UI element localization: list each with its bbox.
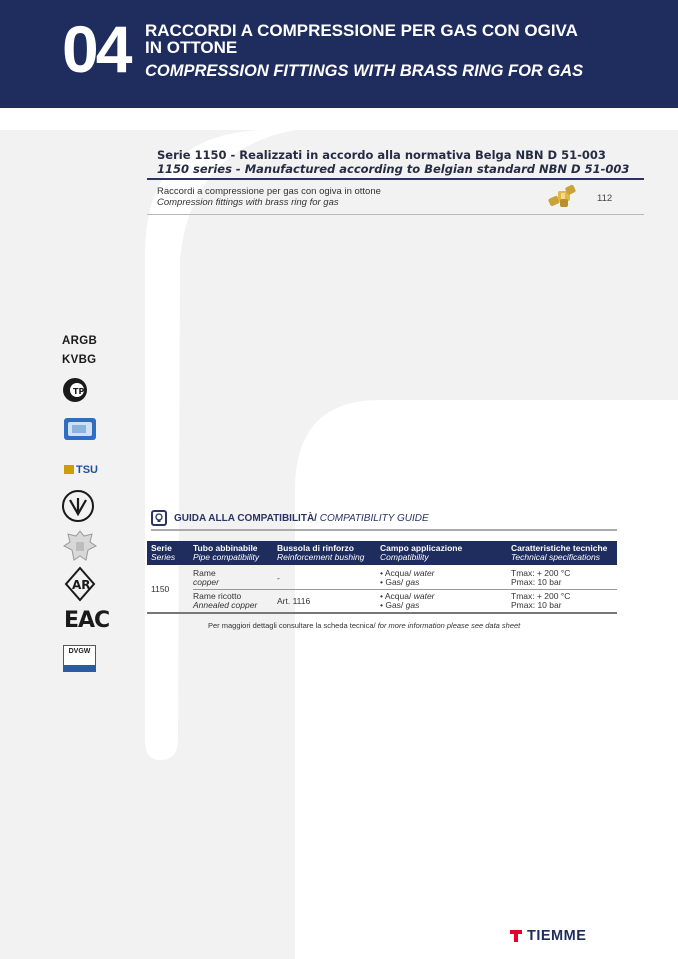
tsu-mark-icon [64,465,74,474]
ar-certification-icon [62,566,98,602]
table-row [193,592,257,610]
series-cell: 1150 [151,584,170,594]
pipe-en: Annealed copper [193,600,258,610]
table-bottom-rule [147,612,617,614]
specs-cell: Tmax: + 200 °C Pmax: 10 bar [511,591,571,610]
divider [147,214,644,215]
bushing-cell: - [277,573,280,583]
pipe-it: Rame [193,568,216,578]
guide-title [174,513,429,524]
certification-badge-icon [63,416,99,442]
guide-title-it: GUIDA ALLA COMPATIBILITÀ/ [174,513,317,524]
brand-name: TIEMME [527,928,587,944]
col-specs: Caratteristiche tecniche Technical specifications [511,543,608,562]
series-title-en: 1150 series - Manufactured according to Belgian standard NBN D 51-003 [157,162,630,176]
product-desc-en: Compression fittings with brass ring for gas [157,197,339,208]
guide-title-en: COMPATIBILITY GUIDE [319,513,429,524]
svg-text:TP: TP [73,387,85,396]
page-header [0,0,678,108]
tsu-logo [64,461,110,475]
col-application: Campo applicazione Compatibility [380,543,463,562]
pipe-en: copper [193,577,219,587]
application-cell: • Acqua/ water • Gas/ gas [380,568,435,587]
col-series: Serie Series [151,543,176,562]
col-bushing: Bussola di rinforzo Reinforcement bushing [277,543,365,562]
eac-logo: EAC [64,608,110,633]
ukraine-certification-icon [61,489,95,523]
series-block [157,148,644,208]
header-title-it: RACCORDI A COMPRESSIONE PER GAS CON OGIVA IN OTTONE [145,21,578,57]
guide-icon [151,510,167,526]
page-reference: 112 [597,193,613,204]
dvgw-logo [63,645,96,672]
divider [147,178,644,180]
pipe-it: Rame ricotto [193,591,242,601]
specs-cell: Tmax: + 200 °C Pmax: 10 bar [511,568,571,587]
col-pipe: Tubo abbinabile Pipe compatibility [193,543,260,562]
tiemme-logo-icon [510,930,526,944]
table-header [147,541,617,565]
row-divider [193,589,617,590]
background-logo-shape [0,108,678,959]
svg-text:AR: AR [72,578,91,592]
russian-eagle-icon [60,528,100,564]
dvgw-label: DVGW [68,648,91,655]
fitting-image [546,183,580,211]
product-desc-it: Raccordi a compressione per gas con ogiva in ottone [157,186,381,197]
table-row [193,569,219,587]
footnote: Per maggiori dettagli consultare la scheda tecnica/ for more information please see data sheet [208,621,521,630]
argb-logo: ARGB [62,335,98,347]
gost-certification-icon [62,377,90,403]
divider [151,529,617,531]
application-cell: • Acqua/ water • Gas/ gas [380,591,435,610]
kvbg-logo: KVBG [62,354,97,366]
product-row[interactable] [157,186,644,214]
header-title-en: COMPRESSION FITTINGS WITH BRASS RING FOR GAS [145,62,584,80]
bulb-icon [153,512,165,524]
series-title-it: Serie 1150 - Realizzati in accordo alla normativa Belga NBN D 51-003 [157,148,606,162]
chapter-number: 04 [62,12,130,86]
tsu-label: TSU [76,463,98,476]
bushing-cell: Art. 1116 [277,596,311,606]
dvgw-bar [64,665,95,671]
